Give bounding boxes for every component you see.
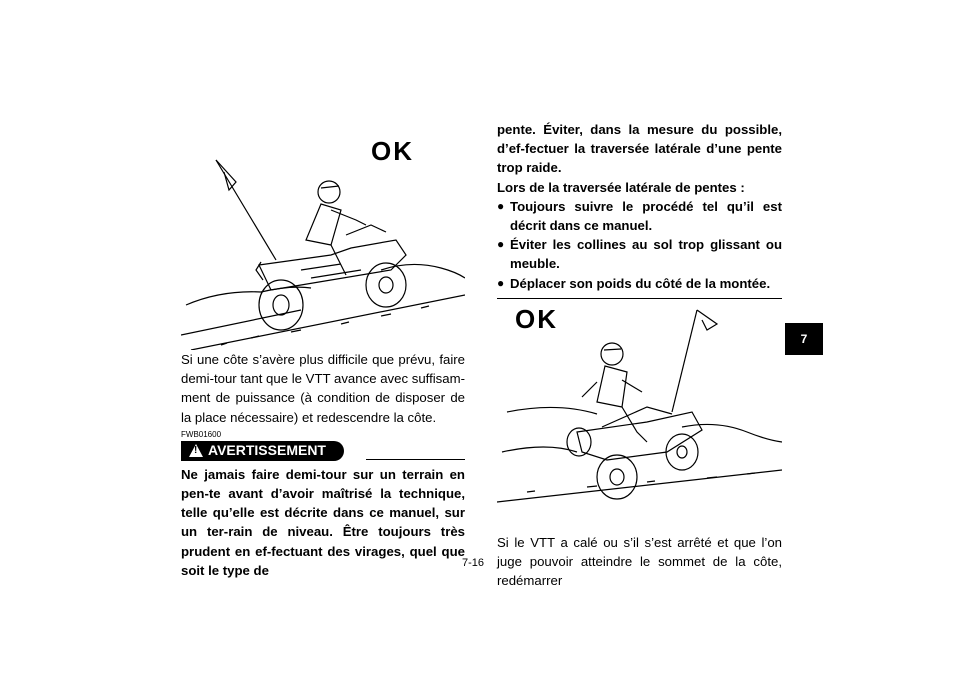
bullet-dot-icon: ● bbox=[497, 198, 505, 213]
list-item: ● Toujours suivre le procédé tel qu’il est décrit dans ce manuel. bbox=[497, 197, 782, 235]
atv-crossing-drawing bbox=[497, 302, 782, 532]
page-number: 7-16 bbox=[462, 557, 485, 569]
warning-header bbox=[181, 441, 465, 461]
warning-badge bbox=[181, 441, 344, 461]
figure-ok-label: OK bbox=[515, 303, 558, 334]
right-column bbox=[497, 120, 782, 590]
left-column bbox=[181, 120, 465, 580]
chapter-tab: 7 bbox=[785, 323, 823, 355]
warning-text: Ne jamais faire demi-tour sur un terrain en pen-te avant d’avoir maîtrisé la technique, telle qu’elle est décrite dans ce manuel, sur un ter-rain de niveau. Être toujours très prudent en ef-fectuant des virages, quel que soit le type de bbox=[181, 466, 465, 578]
warning-code: FWB01600 bbox=[181, 429, 222, 439]
warning-title: AVERTISSEMENT bbox=[208, 442, 326, 459]
atv-uphill-drawing bbox=[181, 120, 465, 350]
atv-crossing-illustration bbox=[497, 302, 782, 532]
right-paragraph: Si le VTT a calé ou s’il s’est arrêté et que l’on juge pouvoir atteindre le sommet de la côte, redémarrer bbox=[497, 534, 782, 589]
list-item: ● Éviter les collines au sol trop glissant ou meuble. bbox=[497, 235, 782, 273]
left-paragraph: Si une côte s’avère plus difficile que prévu, faire demi-tour tant que le VTT avance avec suffisam-ment de puissance (à condition de disposer de la place nécessaire) et redescendre la côte. bbox=[181, 352, 465, 425]
atv-uphill-illustration bbox=[181, 120, 465, 350]
warning-continued: pente. Éviter, dans la mesure du possible, d’ef-fectuer la traversée latérale d’une pente trop raide. bbox=[497, 122, 782, 176]
figure-ok-label: OK bbox=[371, 136, 414, 166]
list-intro: Lors de la traversée latérale de pentes : bbox=[497, 179, 745, 195]
bullet-dot-icon: ● bbox=[497, 237, 505, 252]
bullet-dot-icon: ● bbox=[497, 275, 505, 290]
warning-triangle-icon: ! bbox=[189, 444, 203, 457]
list-item: ● Déplacer son poids du côté de la montée. bbox=[497, 274, 782, 293]
warning-end-divider bbox=[497, 298, 782, 299]
warning-divider bbox=[366, 459, 465, 460]
